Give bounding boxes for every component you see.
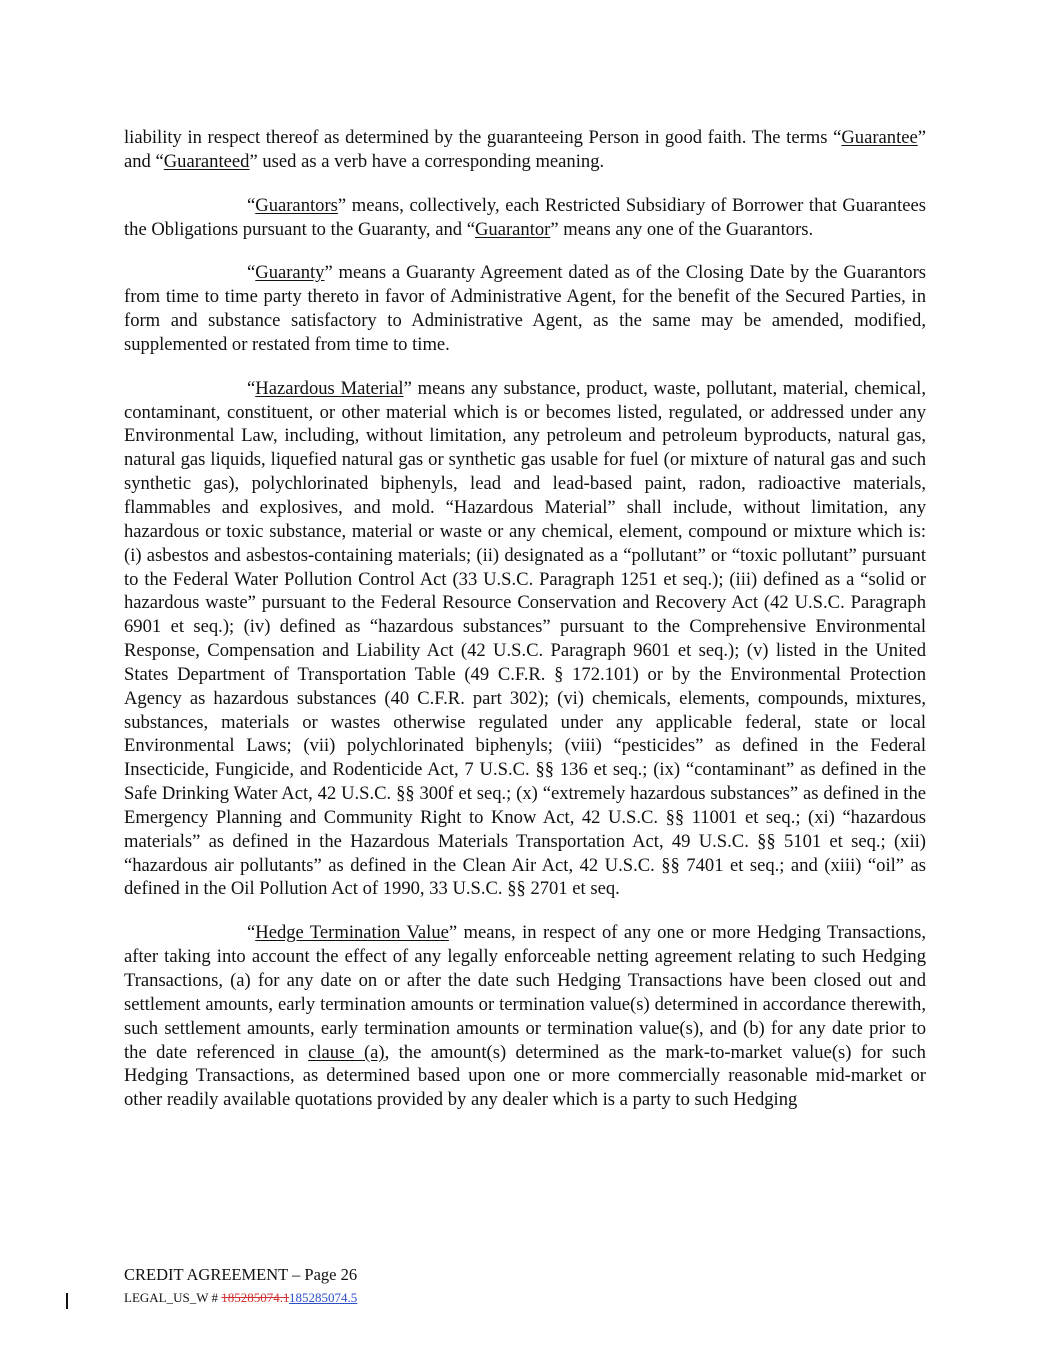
open-quote: “ [247,377,256,399]
open-quote: “ [247,922,256,944]
definition-hazardous-material [124,377,926,902]
defined-term: Guarantor [474,218,551,240]
footer-title: CREDIT AGREEMENT – Page 26 [124,1265,358,1284]
document-id-prefix: LEGAL_US_W # [124,1290,222,1305]
paragraph-text: ” means, in respect of any one or more Hedging Transactions, after taking into account the effect of any legally enforceable netting agreement relating to such Hedging Transactions, (a) for any date on or after the date such Hedging Transactions have been closed out and settlement amounts, early termination amounts or termination value(s) determined in accordance therewith, such settlement amounts, early termination amounts or termination value(s), and (b) for any date prior to the date referenced in [124,922,926,1063]
document-id [124,1288,357,1308]
defined-term: Guaranteed [163,150,250,172]
open-quote: “ [247,262,256,284]
open-quote: “ [247,194,256,216]
paragraph-text: ” means any substance, product, waste, pollutant, material, chemical, contaminant, constituent, or other material which is or becomes listed, regulated, or addressed under any Environmental Law, including, without limitation, any petroleum and petroleum byproducts, natural gas, natural gas liquids, liquefied natural gas or synthetic gas usable for fuel (or mixture of natural gas and such synthetic gas), polychlorinated biphenyls, lead and lead-based paint, radon, radioactive materials, flammables and explosives, and mold. “Hazardous Material” shall include, without limitation, any hazardous or toxic substance, material or waste or any chemical, element, compound or mixture which is: (i) asbestos and asbestos-containing materials; (ii) designated as a “pollutant” or “toxic pollutant” pursuant to the Federal Water Pollution Control Act (33 U.S.C. Paragraph 1251 et seq.); (iii) defined as a “solid or hazardous waste” pursuant to the Federal Resource Conservation and Recovery Act (42 U.S.C. Paragraph 6901 et seq.); (iv) defined as “hazardous substances” pursuant to the Comprehensive Environmental Response, Compensation and Liability Act (42 U.S.C. Paragraph 9601 et seq.); (v) listed in the United States Department of Transportation Table (49 C.F.R. § 172.101) or by the Environmental Protection Agency as hazardous substances (40 C.F.R. part 302); (vi) chemicals, elements, compounds, mixtures, substances, materials or wastes otherwise regulated under any applicable federal, state or local Environmental Laws; (vii) polychlorinated biphenyls; (viii) “pesticides” as defined in the Federal Insecticide, Fungicide, and Rodenticide Act, 7 U.S.C. §§ 136 et seq.; (ix) “contaminant” as defined in the Safe Drinking Water Act, 42 U.S.C. §§ 300f et seq.; (x) “extremely hazardous substances” as defined in the Emergency Planning and Community Right to Know Act, 42 U.S.C. §§ 11001 et seq.; (xi) “hazardous materials” as defined in the Hazardous Materials Transportation Act, 49 U.S.C. §§ 5101 et seq.; (xii) “hazardous air pollutants” as defined in the Clean Air Act, 42 U.S.C. §§ 7401 et seq.; and (xiii) “oil” as defined in the Oil Pollution Act of 1990, 33 U.S.C. §§ 2701 et seq. [124,377,927,900]
paragraph-text: , the amount(s) determined as the mark-to-market value(s) for such Hedging Transactions, as determined based upon one or more commercially reasonable mid-market or other readily available quotations provided by any dealer which is a party to such Hedging [124,1041,926,1111]
clause-reference: clause (a) [308,1041,385,1063]
defined-term: Guarantee [841,127,918,148]
defined-term: Hazardous Material [255,377,404,399]
defined-term: Guaranty [255,262,325,284]
paragraph-text: ” means any one of the Guarantors. [550,218,814,240]
paragraph-text: ” used as a verb have a corresponding meaning. [249,150,605,172]
document-body [124,126,926,1132]
paragraph-text: ” and “ [124,127,926,172]
page-footer [124,1264,357,1308]
paragraph-text: ” means, collectively, each Restricted Subsidiary of Borrower that Guarantees the Obligations pursuant to the Guaranty, and “ [124,194,926,240]
definition-hedge-termination-value [124,921,926,1112]
definition-guarantors [124,194,926,242]
defined-term: Hedge Termination Value [255,922,449,944]
defined-term: Guarantors [255,194,338,216]
document-id-deleted: 185285074.1 [221,1290,290,1305]
paragraph-text: ” means a Guaranty Agreement dated as of the Closing Date by the Guarantors from time to time party thereto in favor of Administrative Agent, for the benefit of the Secured Parties, in form and substance satisfactory to Administrative Agent, as the same may be amended, modified, supplemented or restated from time to time. [124,262,926,355]
paragraph-text: liability in respect thereof as determined by the guaranteeing Person in good faith. The terms “ [124,127,842,148]
document-id-inserted: 185285074.5 [289,1290,358,1305]
definition-guaranty [124,261,926,356]
definition-paragraph [124,126,926,174]
revision-change-bar [66,1293,68,1309]
